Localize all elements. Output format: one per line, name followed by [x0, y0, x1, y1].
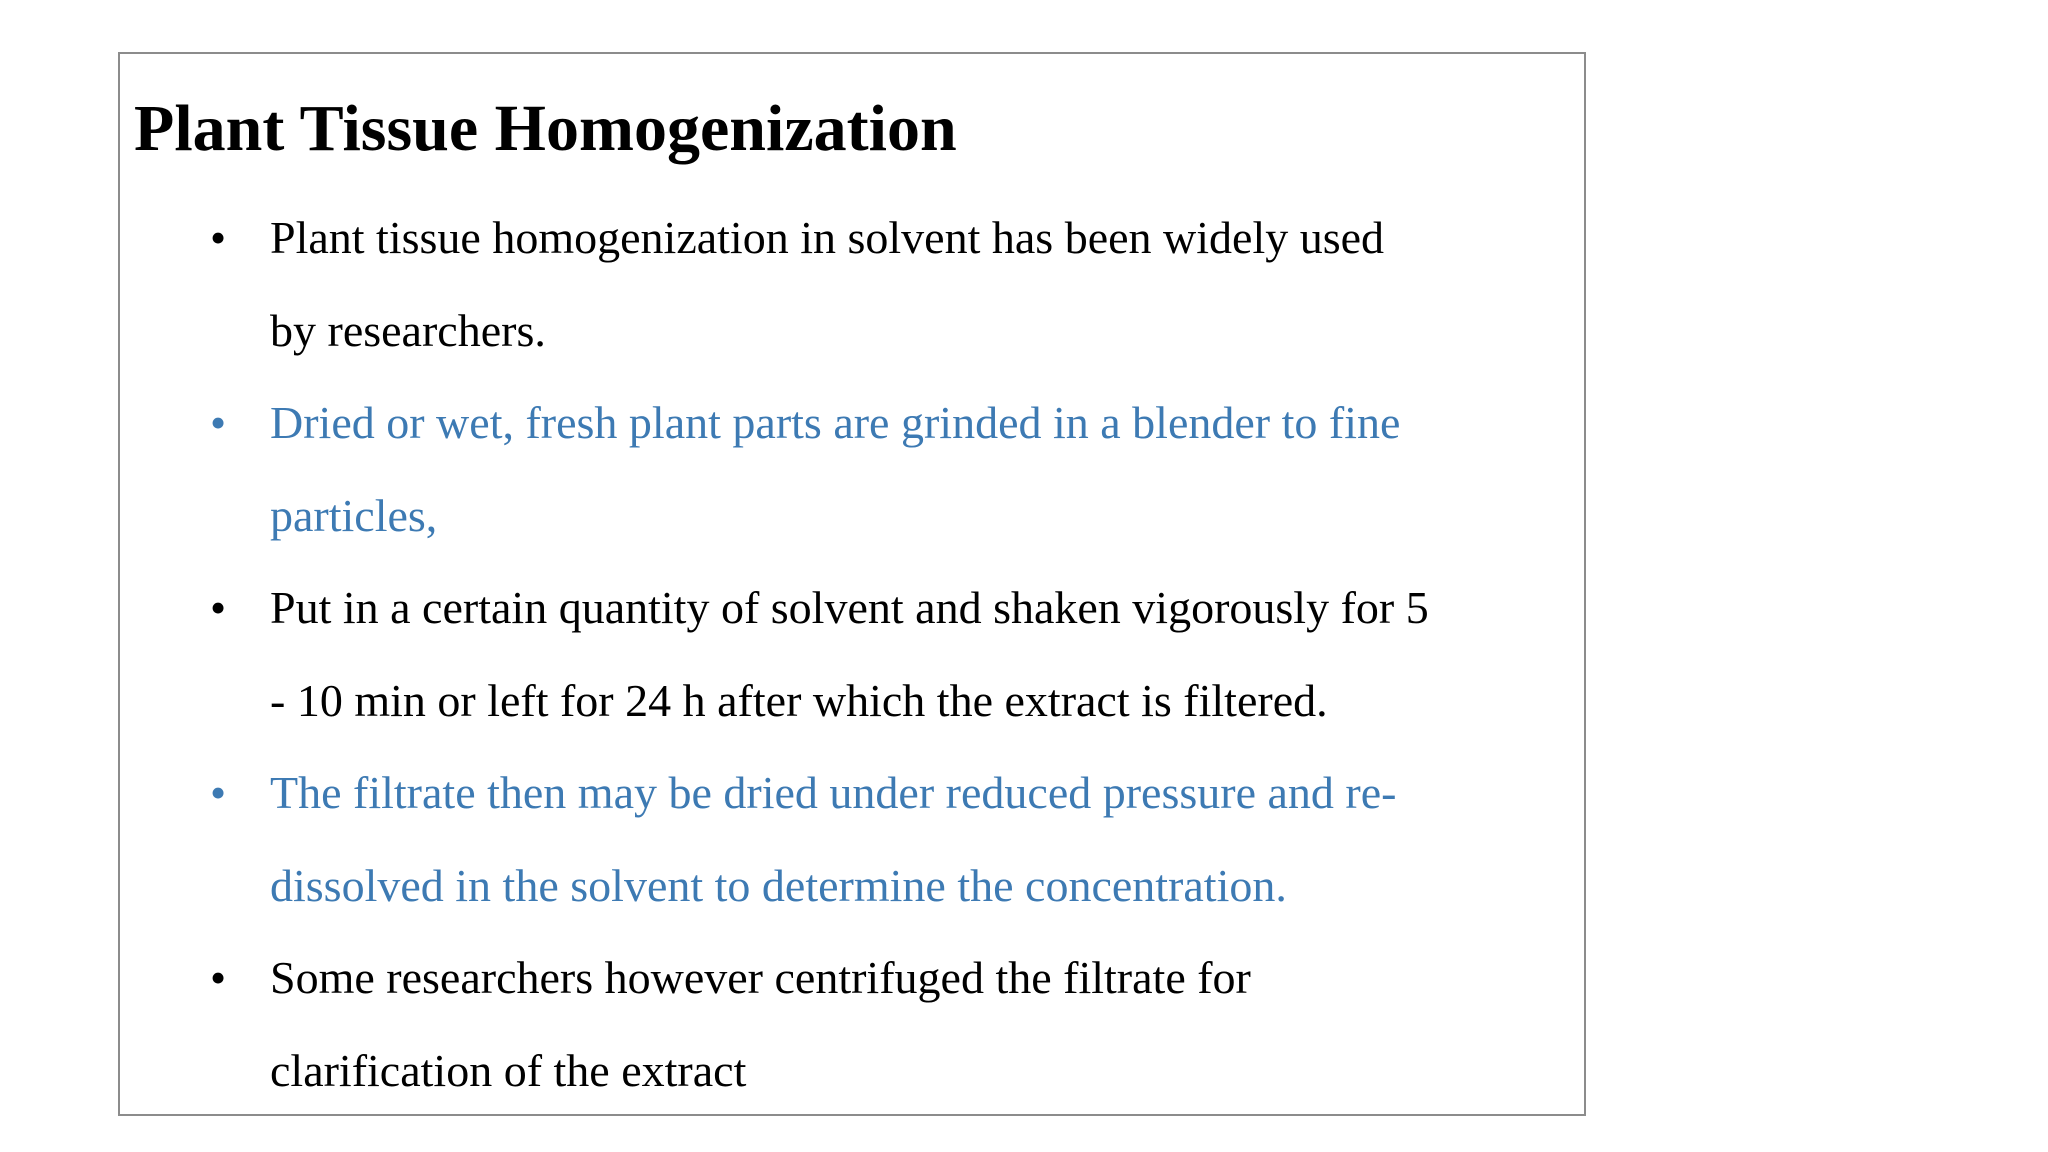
bullet-text-line: Some researchers however centrifuged the filtrate for — [270, 952, 1251, 1003]
bullet-text-line: Put in a certain quantity of solvent and shaken vigorously for 5 — [270, 582, 1429, 633]
bullet-marker: • — [210, 767, 227, 818]
bullet-text-line: clarification of the extract — [270, 1044, 747, 1096]
bullet-item-2 — [206, 377, 1586, 562]
bullet-item-1 — [206, 192, 1586, 377]
bullet-marker: • — [210, 582, 227, 633]
bullet-text-line: particles, — [270, 489, 438, 541]
bullet-marker: • — [210, 952, 227, 1003]
bullet-item-3 — [206, 562, 1586, 747]
bullet-text-line: - 10 min or left for 24 h after which the extract is filtered. — [270, 674, 1328, 726]
bullet-text-line: Dried or wet, fresh plant parts are grinded in a blender to fine — [270, 397, 1401, 448]
bullet-text-line: dissolved in the solvent to determine the concentration. — [270, 859, 1287, 911]
slide-title: Plant Tissue Homogenization — [134, 92, 957, 165]
bullet-text-line: Plant tissue homogenization in solvent has been widely used — [270, 212, 1385, 263]
bullet-marker: • — [210, 212, 227, 263]
bullet-text-line: The filtrate then may be dried under reduced pressure and re- — [270, 767, 1397, 818]
bullet-list — [206, 192, 1586, 1117]
bullet-item-4 — [206, 747, 1586, 932]
bullet-marker: • — [210, 397, 227, 448]
bullet-text-line: by researchers. — [270, 304, 546, 356]
bullet-item-5 — [206, 932, 1586, 1117]
